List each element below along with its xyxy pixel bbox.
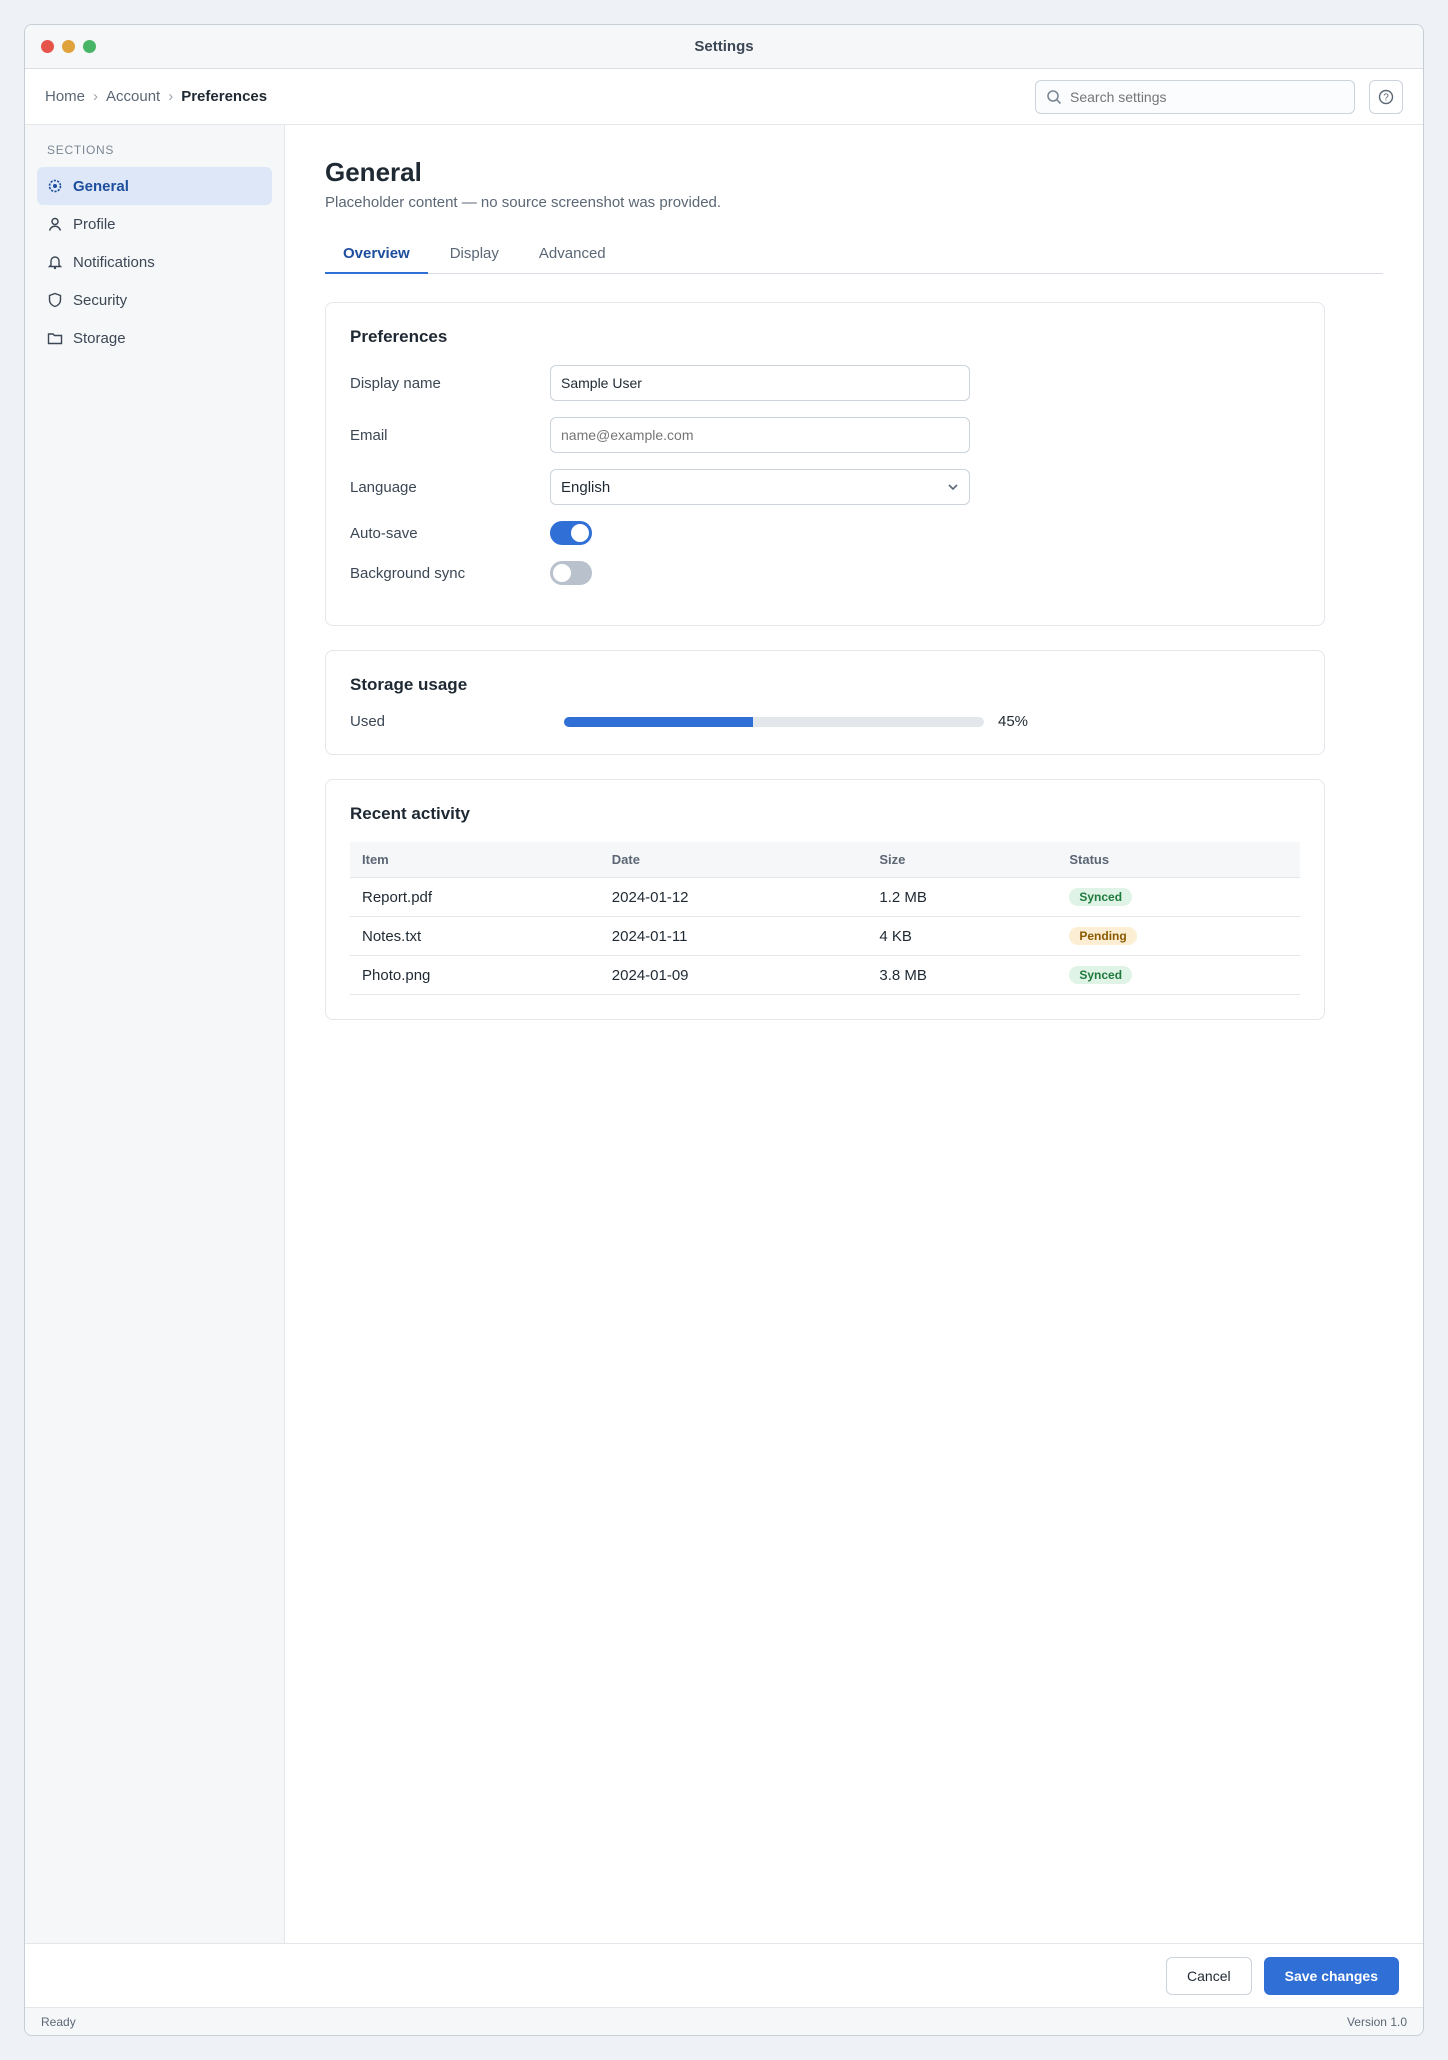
breadcrumb-separator: › — [168, 88, 174, 105]
window-body — [25, 125, 1423, 1943]
gear-icon — [47, 178, 63, 194]
cancel-button[interactable]: Cancel — [1166, 1957, 1252, 1995]
breadcrumb-separator: › — [93, 88, 99, 105]
page-subtitle: Placeholder content — no source screenshot was provided. — [325, 194, 722, 211]
table-cell: 2024-01-12 — [600, 878, 868, 917]
autosave-row — [350, 521, 1300, 545]
status-badge: Pending — [1069, 927, 1136, 945]
help-button[interactable] — [1369, 80, 1403, 114]
status-text: Ready — [41, 2014, 76, 2029]
table-cell: 2024-01-11 — [600, 917, 868, 956]
language-select[interactable] — [550, 469, 970, 505]
user-icon — [47, 216, 63, 232]
version-text: Version 1.0 — [1346, 2014, 1407, 2029]
breadcrumb-home[interactable]: Home — [45, 88, 86, 105]
language-row — [350, 469, 1300, 505]
window-title: Settings — [694, 38, 754, 55]
breadcrumb-current: Preferences — [181, 88, 268, 105]
sync-toggle[interactable] — [550, 561, 592, 585]
svg-text:?: ? — [1383, 92, 1389, 103]
page-title: General — [325, 157, 422, 187]
activity-table — [350, 842, 1300, 995]
breadcrumb — [45, 88, 267, 105]
sidebar-item-profile[interactable] — [37, 205, 272, 243]
sync-row — [350, 561, 1300, 585]
close-window-button[interactable] — [41, 40, 54, 53]
sidebar-item-label: Security — [73, 291, 128, 309]
save-button[interactable]: Save changes — [1264, 1957, 1399, 1995]
tab-bar — [325, 235, 1383, 274]
table-cell — [1057, 956, 1300, 995]
footer-bar — [25, 1943, 1423, 2007]
search-icon — [1046, 89, 1062, 105]
search-box[interactable] — [1035, 80, 1355, 114]
maximize-window-button[interactable] — [83, 40, 96, 53]
email-row — [350, 417, 1300, 453]
column-header[interactable]: Date — [600, 842, 868, 878]
tab-display[interactable]: Display — [449, 245, 499, 262]
status-badge: Synced — [1069, 888, 1132, 906]
preferences-card — [325, 302, 1325, 626]
folder-icon — [47, 330, 63, 346]
sidebar-item-label: Profile — [73, 215, 116, 233]
sidebar-item-storage[interactable] — [37, 319, 272, 357]
app-window — [24, 24, 1424, 2036]
sidebar-item-security[interactable] — [37, 281, 272, 319]
minimize-window-button[interactable] — [62, 40, 75, 53]
sidebar — [25, 125, 285, 1943]
sidebar-item-label: General — [73, 177, 129, 195]
field-label: Language — [350, 478, 417, 496]
autosave-toggle[interactable] — [550, 521, 592, 545]
window-controls — [41, 40, 96, 53]
field-label: Auto-save — [350, 524, 418, 542]
table-row[interactable] — [350, 917, 1300, 956]
field-label: Background sync — [350, 564, 466, 582]
sidebar-item-general[interactable] — [37, 167, 272, 205]
sidebar-heading: SECTIONS — [47, 143, 115, 157]
table-cell: Notes.txt — [350, 917, 600, 956]
language-value: English — [561, 478, 611, 496]
chevron-down-icon — [947, 481, 959, 493]
toolbar — [25, 69, 1423, 125]
table-cell — [1057, 917, 1300, 956]
table-cell — [1057, 878, 1300, 917]
table-cell: 4 KB — [867, 917, 1057, 956]
card-title: Storage usage — [350, 675, 468, 694]
table-cell: Report.pdf — [350, 878, 600, 917]
email-field[interactable] — [550, 417, 970, 453]
sidebar-item-label: Notifications — [73, 253, 155, 271]
field-label: Display name — [350, 374, 441, 392]
sidebar-item-label: Storage — [73, 329, 126, 347]
column-header[interactable]: Size — [867, 842, 1057, 878]
sidebar-item-notifications[interactable] — [37, 243, 272, 281]
table-cell: 3.8 MB — [867, 956, 1057, 995]
tab-advanced[interactable]: Advanced — [538, 245, 606, 262]
table-row[interactable] — [350, 878, 1300, 917]
column-header[interactable]: Item — [350, 842, 600, 878]
usage-card — [325, 650, 1325, 755]
status-badge: Synced — [1069, 966, 1132, 984]
usage-label: Used — [350, 713, 386, 730]
table-row[interactable] — [350, 956, 1300, 995]
display-name-row — [350, 365, 1300, 401]
breadcrumb-account[interactable]: Account — [106, 88, 161, 105]
table-cell: 1.2 MB — [867, 878, 1057, 917]
shield-icon — [47, 292, 63, 308]
column-header[interactable]: Status — [1057, 842, 1300, 878]
table-cell: 2024-01-09 — [600, 956, 868, 995]
main-content — [285, 125, 1423, 1943]
field-label: Email — [350, 426, 388, 444]
card-title: Preferences — [350, 327, 448, 346]
title-bar — [25, 25, 1423, 69]
display-name-field[interactable] — [550, 365, 970, 401]
activity-card — [325, 779, 1325, 1020]
usage-progress-fill — [564, 717, 753, 727]
help-icon — [1378, 89, 1394, 105]
status-bar — [25, 2007, 1423, 2035]
bell-icon — [47, 254, 63, 270]
usage-progress-bar — [564, 717, 984, 727]
search-input[interactable] — [1070, 89, 1344, 105]
tab-overview[interactable]: Overview — [325, 235, 428, 274]
usage-row — [350, 713, 1300, 730]
usage-percent: 45% — [998, 713, 1029, 730]
table-cell: Photo.png — [350, 956, 600, 995]
table-header-row — [350, 842, 1300, 878]
card-title: Recent activity — [350, 804, 470, 823]
